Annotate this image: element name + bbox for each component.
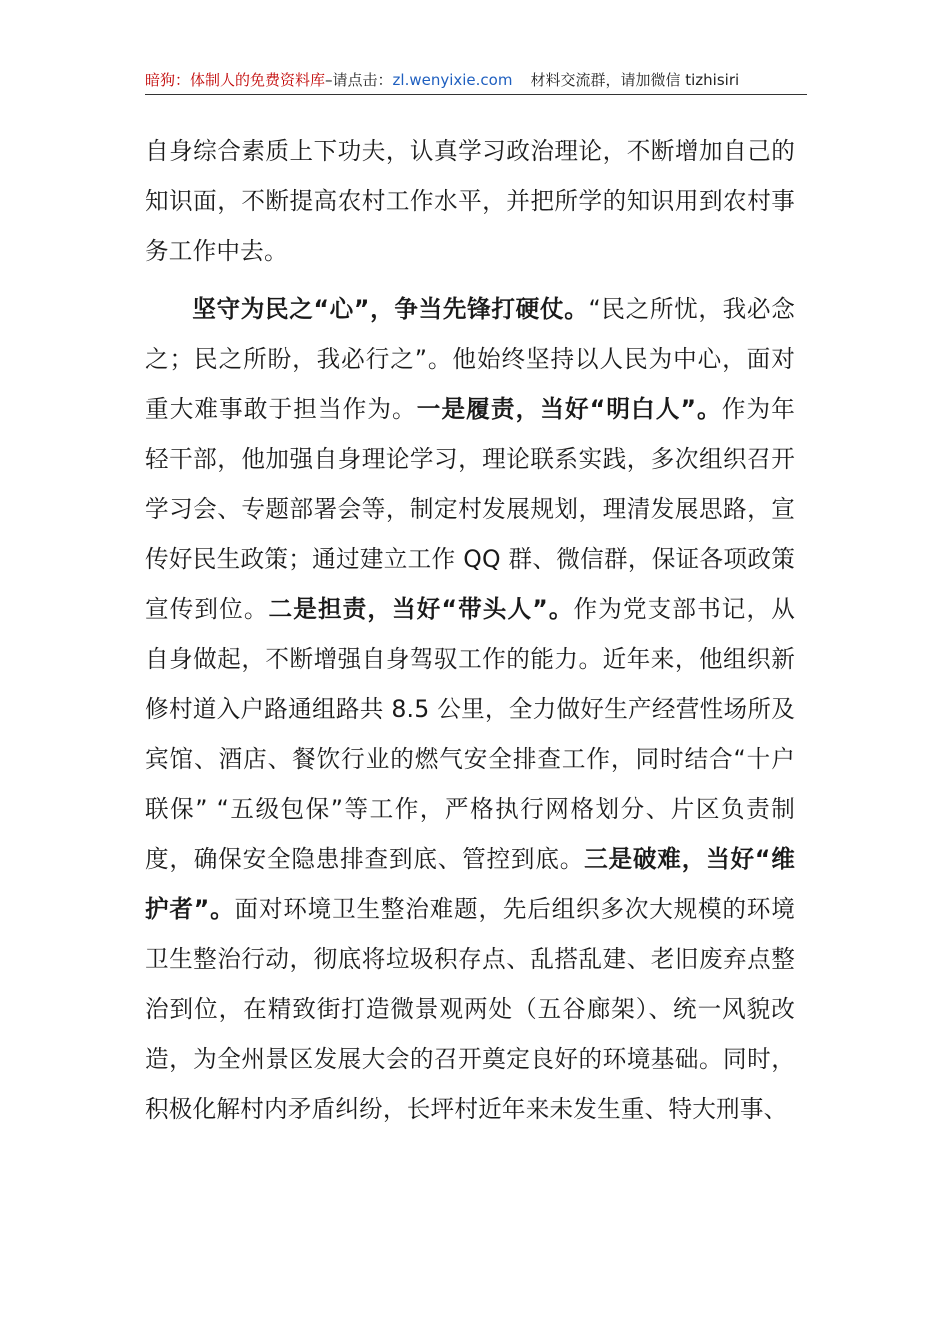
header-click-prompt: –请点击： bbox=[325, 71, 393, 89]
header-link[interactable]: zl.wenyixie.com bbox=[392, 71, 513, 89]
paragraph-segment: “民之所忧，我必念之；民之所盼，我必行之”。他始终坚持以人民为中心，面对重大难事敢于担当作为。 bbox=[145, 295, 795, 423]
section-heading: 坚守为民之“心”，争当先锋打硬仗。 bbox=[192, 295, 589, 323]
document-body bbox=[145, 126, 795, 1134]
paragraph-segment: 作为党支部书记，从自身做起，不断增强自身驾驭工作的能力。近年来，他组织新修村道入户路通组路共 8.5 公里，全力做好生产经营性场所及宾馆、酒店、餐饮行业的燃气安全排查工作，同时结合“十户联保” “五级包保”等工作，严格执行网格划分、片区负责制度，确保安全隐患排查到底、管控到底。 bbox=[145, 595, 795, 873]
bold-point-1: 一是履责，当好“明白人”。 bbox=[416, 395, 722, 423]
paragraph-segment: 作为年轻干部，他加强自身理论学习，理论联系实践，多次组织召开学习会、专题部署会等，制定村发展规划，理清发展思路，宣传好民生政策；通过建立工作 QQ 群、微信群，保证各项政策宣传到位。 bbox=[145, 395, 795, 623]
paragraph-section bbox=[145, 284, 795, 1134]
paragraph-continued: 自身综合素质上下功夫，认真学习政治理论，不断增加自己的知识面，不断提高农村工作水平，并把所学的知识用到农村事务工作中去。 bbox=[145, 137, 795, 265]
header-brand: 暗狗：体制人的免费资料库 bbox=[145, 71, 326, 89]
page-header bbox=[145, 68, 807, 95]
bold-point-3: 三是破难，当好“维护者”。 bbox=[145, 845, 795, 923]
paragraph-segment: 面对环境卫生整治难题，先后组织多次大规模的环境卫生整治行动，彻底将垃圾积存点、乱搭乱建、老旧废弃点整治到位，在精致街打造微景观两处（五谷廊架）、统一风貌改造，为全州景区发展大会的召开奠定良好的环境基础。同时，积极化解村内矛盾纠纷，长坪村近年来未发生重、特大刑事、 bbox=[145, 895, 795, 1123]
bold-point-2: 二是担责，当好“带头人”。 bbox=[268, 595, 574, 623]
header-group-text: 材料交流群，请加微信 tizhisiri bbox=[530, 71, 740, 89]
